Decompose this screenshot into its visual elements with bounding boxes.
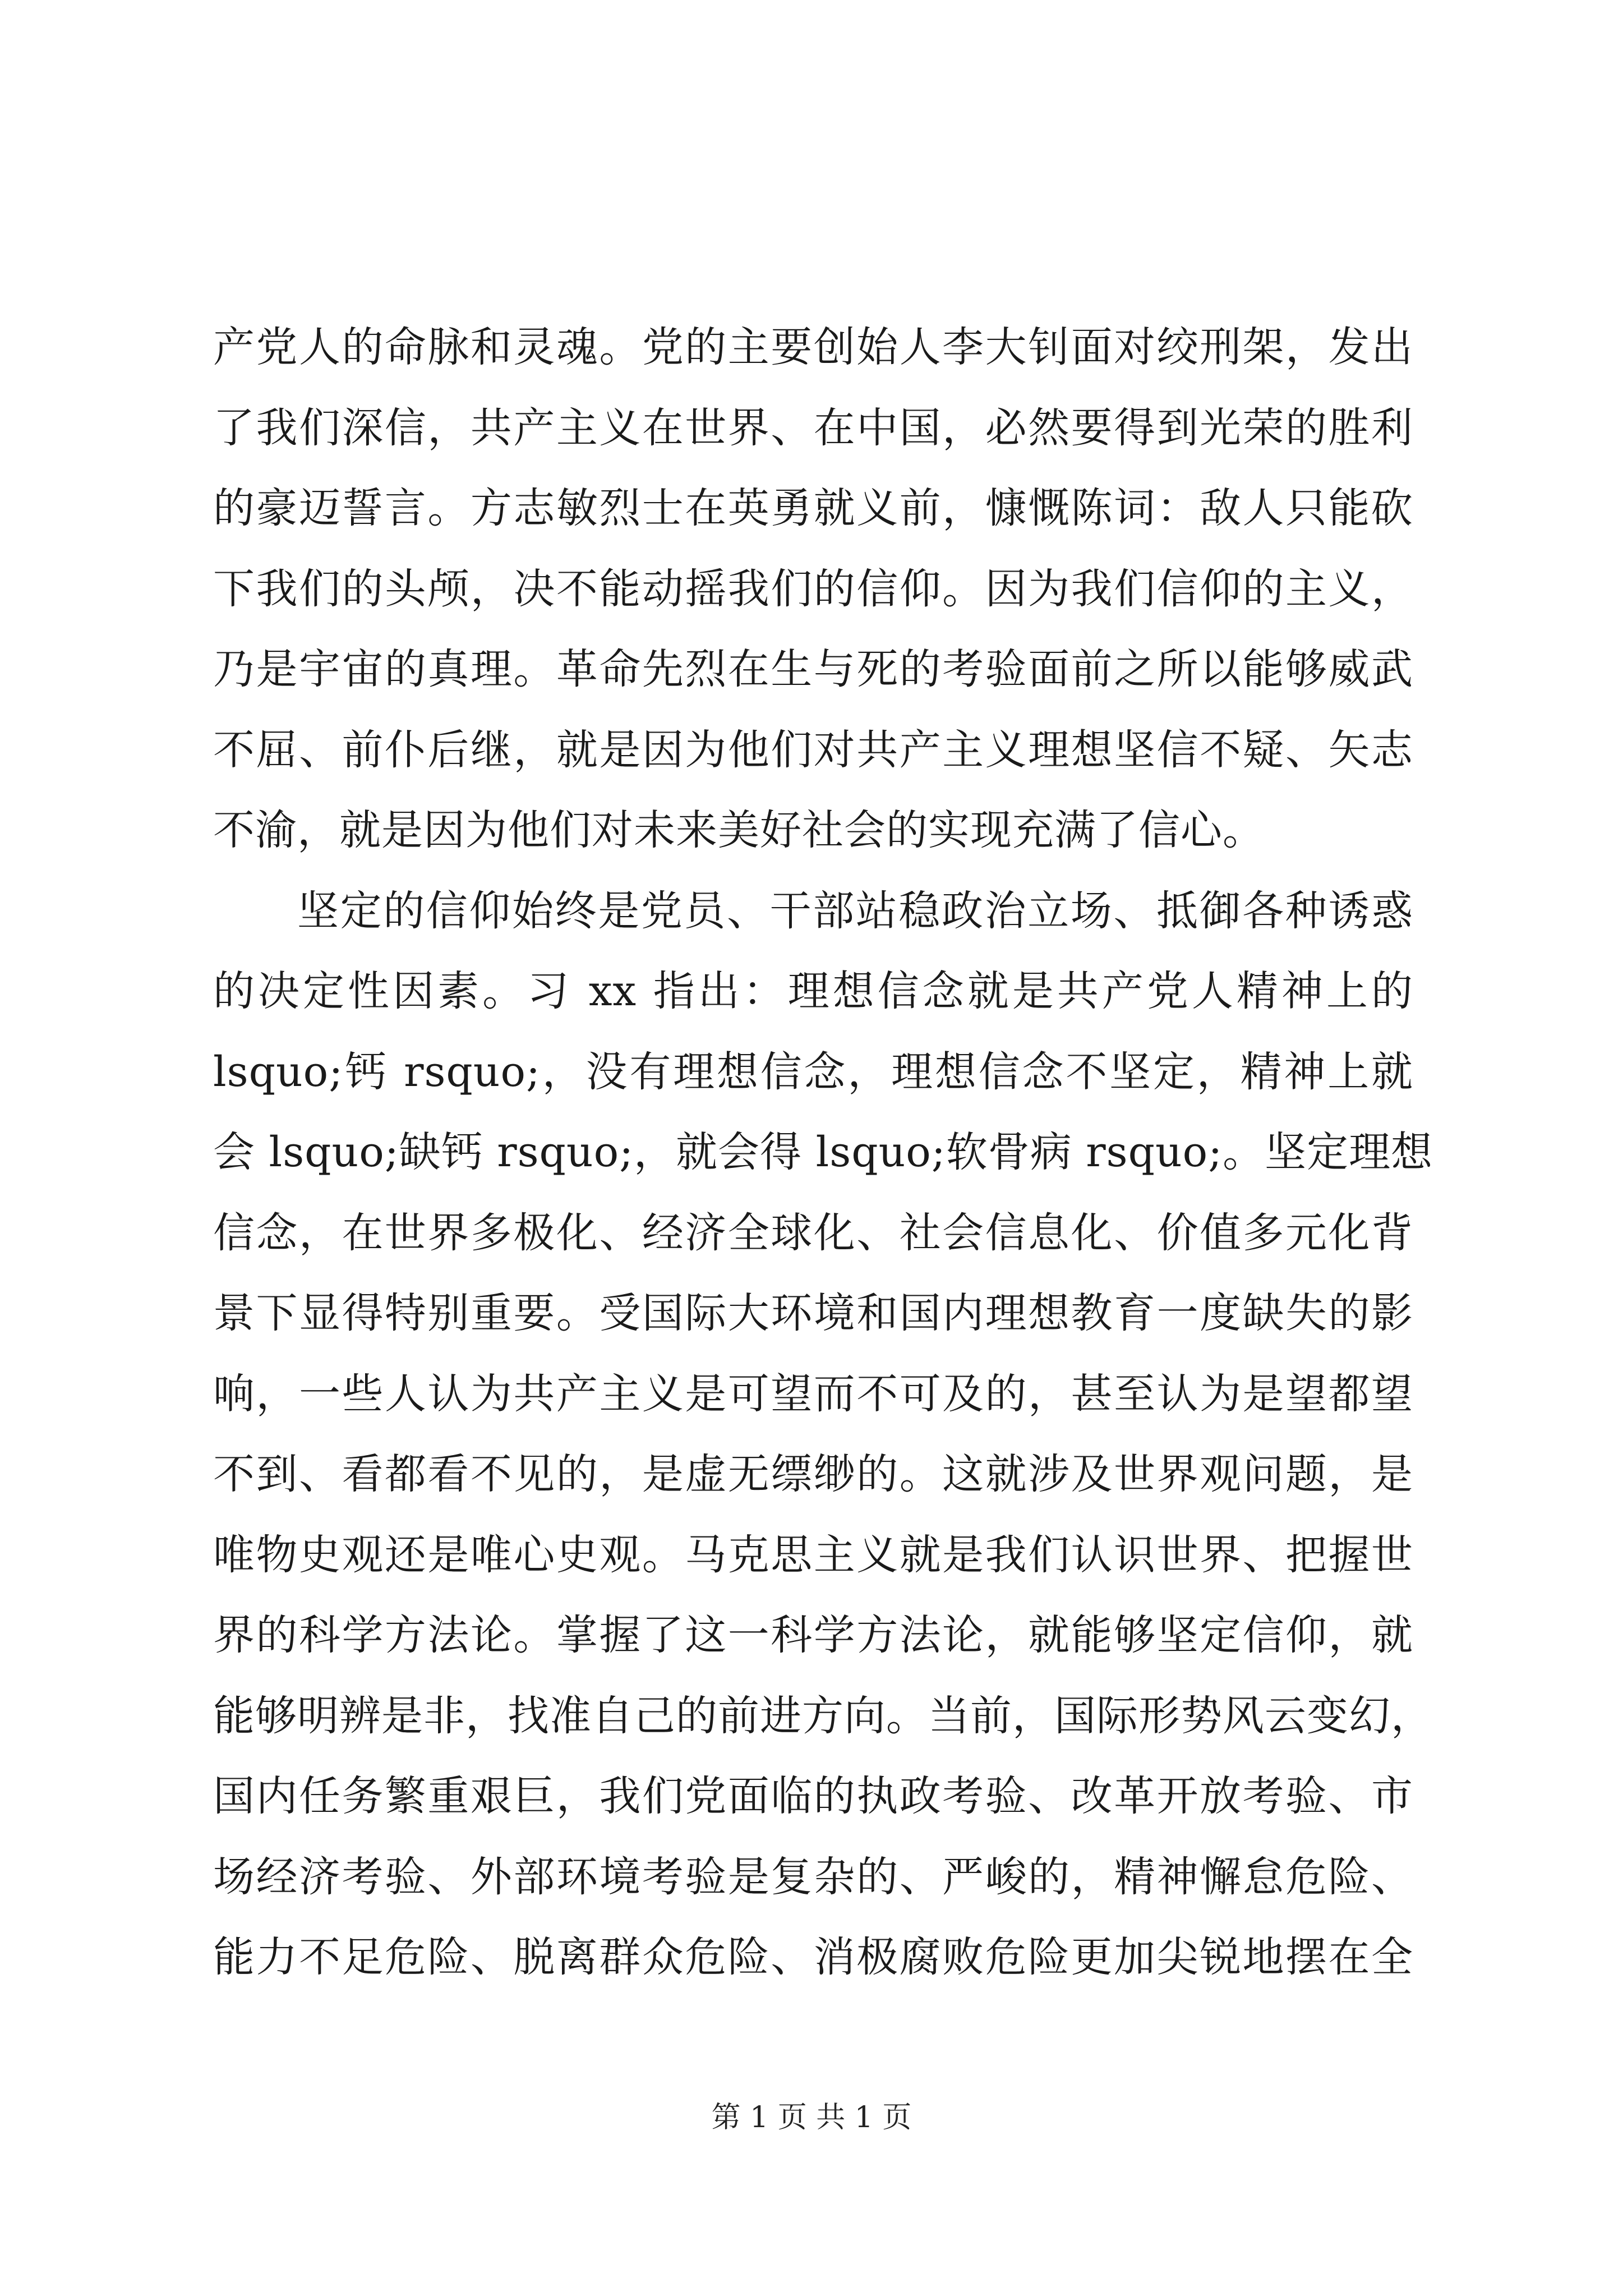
text-line: 的决定性因素。习 xx 指出：理想信念就是共产党人精神上的 bbox=[213, 967, 1413, 1015]
text-line: 的豪迈誓言。方志敏烈士在英勇就义前，慷慨陈词：敌人只能砍 bbox=[213, 484, 1413, 532]
text-line: 响，一些人认为共产主义是可望而不可及的，甚至认为是望都望 bbox=[213, 1369, 1413, 1418]
text-line: 唯物史观还是唯心史观。马克思主义就是我们认识世界、把握世 bbox=[213, 1530, 1413, 1579]
text-line: 场经济考验、外部环境考验是复杂的、严峻的，精神懈怠危险、 bbox=[213, 1852, 1413, 1901]
page-number-footer: 第 1 页 共 1 页 bbox=[711, 2101, 912, 2134]
text-line: 不到、看都看不见的，是虚无缥缈的。这就涉及世界观问题，是 bbox=[213, 1450, 1413, 1498]
text-line: 乃是宇宙的真理。革命先烈在生与死的考验面前之所以能够威武 bbox=[213, 645, 1413, 693]
text-line: 产党人的命脉和灵魂。党的主要创始人李大钊面对绞刑架，发出 bbox=[213, 323, 1413, 371]
text-line: 能力不足危险、脱离群众危险、消极腐败危险更加尖锐地摆在全 bbox=[213, 1933, 1413, 1981]
text-line: 下我们的头颅，决不能动摇我们的信仰。因为我们信仰的主义， bbox=[213, 564, 1413, 613]
text-line: 信念，在世界多极化、经济全球化、社会信息化、价值多元化背 bbox=[213, 1208, 1413, 1257]
text-line: lsquo;钙 rsquo;，没有理想信念，理想信念不坚定，精神上就 bbox=[213, 1047, 1413, 1096]
text-line: 国内任务繁重艰巨，我们党面临的执政考验、改革开放考验、市 bbox=[213, 1772, 1413, 1820]
text-line: 界的科学方法论。掌握了这一科学方法论，就能够坚定信仰，就 bbox=[213, 1611, 1413, 1659]
text-line: 能够明辨是非，找准自己的前进方向。当前，国际形势风云变幻， bbox=[213, 1691, 1433, 1740]
text-line: 景下显得特别重要。受国际大环境和国内理想教育一度缺失的影 bbox=[213, 1289, 1413, 1337]
text-line: 了我们深信，共产主义在世界、在中国，必然要得到光荣的胜利 bbox=[213, 403, 1413, 452]
text-line-paragraph-end: 不渝，就是因为他们对未来美好社会的实现充满了信心。 bbox=[213, 806, 1265, 854]
text-line: 不屈、前仆后继，就是因为他们对共产主义理想坚信不疑、矢志 bbox=[213, 725, 1413, 774]
text-line-paragraph-start: 坚定的信仰始终是党员、干部站稳政治立场、抵御各种诱惑 bbox=[297, 886, 1413, 935]
body-text bbox=[213, 307, 1433, 1998]
text-line: 会 lsquo;缺钙 rsquo;，就会得 lsquo;软骨病 rsquo;。坚定理想 bbox=[213, 1128, 1433, 1176]
